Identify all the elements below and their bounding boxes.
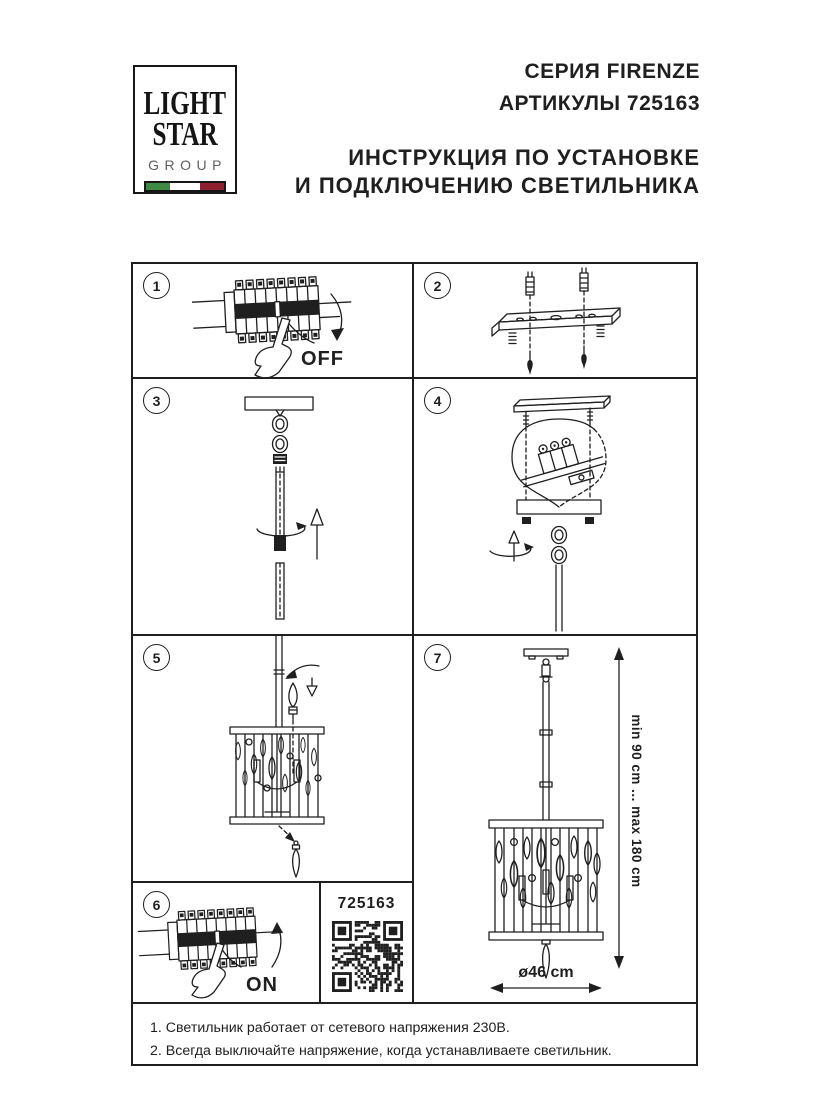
bulb-install-drawing [133, 636, 414, 881]
logo-word-star: STAR [152, 115, 218, 153]
spring-stud-right [597, 326, 604, 337]
pointing-hand [192, 943, 225, 998]
step-number-badge: 7 [424, 644, 451, 671]
footer-notes [133, 1004, 696, 1064]
instruction-title-line1: ИНСТРУКЦИЯ ПО УСТАНОВКЕ [348, 145, 700, 170]
height-range-label: min 90 cm ... max 180 cm [629, 714, 644, 888]
rotation-arrow [490, 543, 534, 556]
bracket-drawing [414, 264, 696, 377]
articles-title: АРТИКУЛЫ 725163 [498, 92, 700, 115]
step-panel-4 [414, 379, 696, 636]
note-voltage: 1. Светильник работает от сетевого напряжения 230В. [150, 1020, 510, 1036]
step-panel-5 [133, 636, 414, 883]
crystals [496, 836, 600, 908]
step-panel-1 [133, 264, 414, 379]
instruction-title-line2: И ПОДКЛЮЧЕНИЮ СВЕТИЛЬНИКА [294, 173, 700, 198]
dowel-right [580, 268, 588, 291]
step-panel-7 [414, 636, 696, 1004]
step-panel-3 [133, 379, 414, 636]
logo-word-light: LIGHT [143, 85, 227, 122]
diameter-label: ø46 cm [518, 964, 574, 981]
logo-word-group: GROUP [148, 157, 227, 174]
arrow-curve-up [271, 922, 283, 967]
rod-adjust-drawing [133, 379, 414, 634]
step-number-badge: 3 [143, 387, 170, 414]
spring-stud-left [509, 333, 516, 344]
finial [293, 841, 300, 877]
step-number-badge: 2 [424, 272, 451, 299]
flag-green [146, 183, 170, 190]
vertical-dimension [614, 647, 624, 969]
candelabra-interior [519, 828, 573, 924]
screw-right [581, 346, 586, 369]
italian-flag-stripe [144, 181, 226, 192]
steps-grid [131, 262, 698, 1066]
drum-shade [489, 820, 603, 940]
step-number-badge: 5 [143, 644, 170, 671]
step-panel-6 [133, 883, 321, 1004]
rotation-arrow [257, 522, 307, 536]
note-safety: 2. Всегда выключайте напряжение, когда устанавливаете светильник. [150, 1042, 612, 1059]
up-arrow [311, 509, 323, 559]
article-number: 725163 [337, 895, 396, 912]
drum-shade [230, 727, 324, 824]
step-number-badge: 4 [424, 387, 451, 414]
switch-off-label: OFF [301, 348, 344, 370]
screw-right-top [588, 408, 593, 423]
wiring-detail-drawing [414, 379, 696, 634]
screw-left [527, 352, 532, 375]
candle-bulb [289, 683, 297, 719]
lightstar-logo [133, 65, 237, 194]
pointing-hand [255, 318, 291, 377]
flag-white [170, 183, 200, 190]
arrow-head [331, 328, 344, 341]
step-number-badge: 6 [143, 891, 170, 918]
series-title: СЕРИЯ FIRENZE [524, 60, 700, 83]
screw-left-top [524, 412, 529, 427]
switch-on-label: ON [246, 974, 278, 996]
qr-code [332, 921, 403, 992]
assembled-fixture-drawing [414, 636, 696, 1002]
dowel-left [526, 272, 534, 295]
breaker-off-drawing [133, 264, 414, 377]
step-panel-2 [414, 264, 696, 379]
horizontal-dimension [490, 983, 602, 993]
article-qr-panel [321, 883, 414, 1004]
step-number-badge: 1 [143, 272, 170, 299]
flag-red [200, 183, 224, 190]
